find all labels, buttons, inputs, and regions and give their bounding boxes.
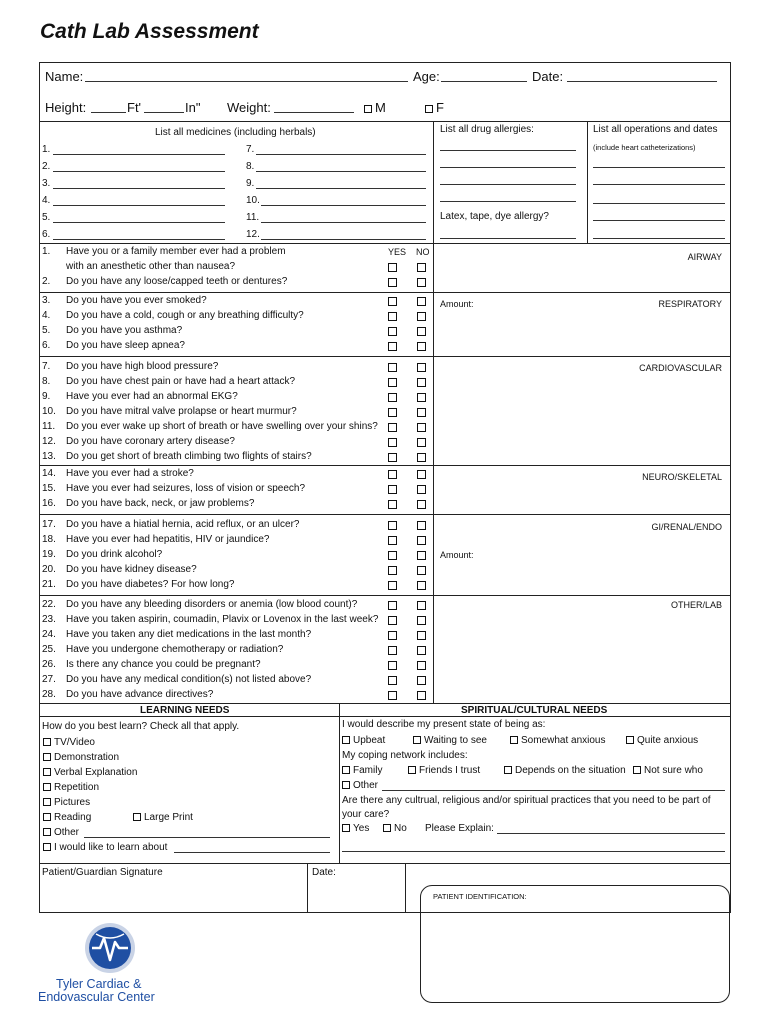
divider <box>39 514 731 515</box>
option-label: Other <box>54 827 80 838</box>
question-text: Do you have a hiatial hernia, acid reflux, or an ulcer? <box>66 519 300 530</box>
practices-yes-option[interactable] <box>342 823 369 835</box>
question-text: Do you have you ever smoked? <box>66 295 207 306</box>
medicine-field[interactable] <box>261 205 426 206</box>
no-checkbox[interactable] <box>417 581 426 590</box>
medicine-number: 11. <box>246 212 260 223</box>
learning-option-reading[interactable] <box>43 812 91 824</box>
no-checkbox[interactable] <box>417 278 426 287</box>
question-text: Do you have any bleeding disorders or anemia (low blood count)? <box>66 599 358 610</box>
no-checkbox[interactable] <box>417 631 426 640</box>
question-number: 5. <box>42 325 51 336</box>
yes-checkbox[interactable] <box>388 393 397 402</box>
yes-checkbox[interactable] <box>388 408 397 417</box>
female-checkbox[interactable] <box>425 105 433 113</box>
option-label: Friends I trust <box>419 765 481 776</box>
question-text: Do you have diabetes? For how long? <box>66 579 235 590</box>
yes-checkbox[interactable] <box>388 521 397 530</box>
height-in-field[interactable] <box>144 112 184 113</box>
no-column-label: NO <box>416 247 430 257</box>
neuro-skeletal-label: NEURO/SKELETAL <box>642 472 722 482</box>
question-text: Do you have high blood pressure? <box>66 361 219 372</box>
yes-column-label: YES <box>388 247 407 257</box>
checkbox[interactable] <box>413 736 421 744</box>
medicine-field[interactable] <box>261 239 426 240</box>
checkbox[interactable] <box>342 736 350 744</box>
question-number: 11. <box>42 421 56 432</box>
question-text: Do you have sleep apnea? <box>66 340 185 351</box>
allergy-field[interactable] <box>440 201 576 202</box>
respiratory-amount-label: Amount: <box>440 299 474 309</box>
divider <box>433 121 434 243</box>
coping-other-field[interactable] <box>382 790 725 791</box>
ft-label: Ft' <box>127 100 142 115</box>
date-field[interactable] <box>567 81 717 82</box>
signature-label: Patient/Guardian Signature <box>42 867 163 878</box>
medicine-number: 6. <box>42 229 51 240</box>
operation-field[interactable] <box>593 203 725 204</box>
signature-date-label: Date: <box>312 867 336 878</box>
checkbox[interactable] <box>510 736 518 744</box>
option-label: Not sure who <box>644 765 703 776</box>
medicine-number: 7. <box>246 144 255 155</box>
height-label: Height: <box>45 100 87 115</box>
question-text: Do you drink alcohol? <box>66 549 163 560</box>
question-number: 2. <box>42 276 51 287</box>
question-number: 9. <box>42 391 51 402</box>
no-checkbox[interactable] <box>417 551 426 560</box>
medicine-number: 4. <box>42 195 51 206</box>
yes-checkbox[interactable] <box>388 327 397 336</box>
height-ft-field[interactable] <box>91 112 126 113</box>
state-option-waiting[interactable] <box>413 735 487 747</box>
question-number: 25. <box>42 644 56 655</box>
checkbox[interactable] <box>408 766 416 774</box>
question-number: 28. <box>42 689 56 700</box>
divider <box>39 292 731 293</box>
in-label: In" <box>185 100 201 115</box>
no-checkbox[interactable] <box>417 297 426 306</box>
question-number: 16. <box>42 498 56 509</box>
gi-amount-label: Amount: <box>440 550 474 560</box>
yes-checkbox[interactable] <box>388 342 397 351</box>
divider <box>433 243 434 703</box>
female-option[interactable] <box>425 100 444 115</box>
question-number: 12. <box>42 436 56 447</box>
coping-option-family[interactable] <box>342 765 382 777</box>
medicine-number: 9. <box>246 178 255 189</box>
question-text: Do you ever wake up short of breath or have swelling over your shins? <box>66 421 378 432</box>
no-checkbox[interactable] <box>417 378 426 387</box>
option-label: Upbeat <box>353 735 386 746</box>
learning-prompt: How do you best learn? Check all that apply. <box>42 721 240 732</box>
divider <box>39 465 731 466</box>
divider <box>39 863 731 864</box>
coping-option-depends[interactable] <box>504 765 626 777</box>
no-checkbox[interactable] <box>417 691 426 700</box>
medicine-field[interactable] <box>256 188 426 189</box>
yes-checkbox[interactable] <box>388 566 397 575</box>
yes-checkbox[interactable] <box>388 676 397 685</box>
divider <box>39 595 731 596</box>
latex-field[interactable] <box>440 238 576 239</box>
form-title: Cath Lab Assessment <box>40 20 259 43</box>
checkbox[interactable] <box>43 813 51 821</box>
checkbox[interactable] <box>43 768 51 776</box>
no-checkbox[interactable] <box>417 263 426 272</box>
state-option-upbeat[interactable] <box>342 735 385 747</box>
coping-prompt: My coping network includes: <box>342 750 468 761</box>
divider <box>39 243 731 244</box>
question-text: Have you ever had seizures, loss of vision or speech? <box>66 483 306 494</box>
divider <box>39 356 731 357</box>
learning-other-field[interactable] <box>84 837 330 838</box>
male-label: M <box>375 100 386 115</box>
checkbox[interactable] <box>383 824 391 832</box>
question-text: Do you have any loose/capped teeth or dentures? <box>66 276 288 287</box>
female-label: F <box>436 100 444 115</box>
learning-option-tv[interactable] <box>43 737 95 749</box>
learning-needs-header: LEARNING NEEDS <box>140 705 230 716</box>
question-number: 17. <box>42 519 56 530</box>
option-label: Other <box>353 780 379 791</box>
yes-checkbox[interactable] <box>388 297 397 306</box>
question-text: Do you have mitral valve prolapse or heart murmur? <box>66 406 297 417</box>
question-number: 13. <box>42 451 56 462</box>
yes-checkbox[interactable] <box>388 616 397 625</box>
option-label: Demonstration <box>54 752 120 763</box>
question-text: Have you ever had a stroke? <box>66 468 194 479</box>
question-number: 22. <box>42 599 56 610</box>
yes-checkbox[interactable] <box>388 278 397 287</box>
divider <box>339 703 340 863</box>
yes-checkbox[interactable] <box>388 363 397 372</box>
yes-checkbox[interactable] <box>388 536 397 545</box>
question-number: 27. <box>42 674 56 685</box>
coping-option-friends[interactable] <box>408 765 480 777</box>
question-text: with an anesthetic other than nausea? <box>66 261 236 272</box>
checkbox[interactable] <box>43 843 51 851</box>
yes-checkbox[interactable] <box>388 601 397 610</box>
yes-checkbox[interactable] <box>388 378 397 387</box>
yes-checkbox[interactable] <box>388 263 397 272</box>
medicine-number: 1. <box>42 144 51 155</box>
operation-field[interactable] <box>593 238 725 239</box>
medicines-header: List all medicines (including herbals) <box>155 127 316 138</box>
no-checkbox[interactable] <box>417 408 426 417</box>
question-text: Do you have advance directives? <box>66 689 214 700</box>
no-checkbox[interactable] <box>417 536 426 545</box>
no-checkbox[interactable] <box>417 566 426 575</box>
medicine-number: 8. <box>246 161 255 172</box>
option-label: Reading <box>54 812 92 823</box>
learning-option-verbal[interactable] <box>43 767 137 779</box>
question-number: 4. <box>42 310 51 321</box>
medicine-field[interactable] <box>256 154 426 155</box>
option-label: Somewhat anxious <box>521 735 606 746</box>
question-number: 14. <box>42 468 56 479</box>
checkbox[interactable] <box>43 828 51 836</box>
checkbox[interactable] <box>342 766 350 774</box>
question-number: 24. <box>42 629 56 640</box>
question-number: 1. <box>42 246 51 257</box>
weight-label: Weight: <box>227 100 271 115</box>
operations-note: (include heart catheterizations) <box>593 143 696 152</box>
option-label: TV/Video <box>54 737 95 748</box>
practices-no-option[interactable] <box>383 823 407 835</box>
yes-checkbox[interactable] <box>388 453 397 462</box>
no-checkbox[interactable] <box>417 342 426 351</box>
checkbox[interactable] <box>43 798 51 806</box>
no-checkbox[interactable] <box>417 646 426 655</box>
question-number: 20. <box>42 564 56 575</box>
question-number: 26. <box>42 659 56 670</box>
operation-field[interactable] <box>593 184 725 185</box>
learning-option-repetition[interactable] <box>43 782 99 794</box>
checkbox[interactable] <box>626 736 634 744</box>
logo-line1: Tyler Cardiac & <box>56 977 142 991</box>
logo-line2: Endovascular Center <box>38 990 155 1004</box>
option-label: I would like to learn about <box>54 842 168 853</box>
respiratory-label: RESPIRATORY <box>658 299 722 309</box>
yes-checkbox[interactable] <box>388 500 397 509</box>
no-checkbox[interactable] <box>417 423 426 432</box>
allergy-field[interactable] <box>440 184 576 185</box>
option-label: Verbal Explanation <box>54 767 138 778</box>
medicine-number: 2. <box>42 161 51 172</box>
no-checkbox[interactable] <box>417 485 426 494</box>
no-checkbox[interactable] <box>417 601 426 610</box>
question-number: 8. <box>42 376 51 387</box>
no-checkbox[interactable] <box>417 312 426 321</box>
yes-checkbox[interactable] <box>388 551 397 560</box>
explain-field-line2[interactable] <box>342 851 725 852</box>
checkbox[interactable] <box>133 813 141 821</box>
divider <box>39 703 731 704</box>
learning-option-large-print[interactable] <box>133 812 193 824</box>
checkbox[interactable] <box>342 824 350 832</box>
yes-checkbox[interactable] <box>388 691 397 700</box>
yes-checkbox[interactable] <box>388 312 397 321</box>
question-text: Do you have kidney disease? <box>66 564 197 575</box>
question-text: Do you have you asthma? <box>66 325 183 336</box>
question-text: Have you taken aspirin, coumadin, Plavix or Lovenox in the last week? <box>66 614 379 625</box>
no-checkbox[interactable] <box>417 453 426 462</box>
gi-renal-endo-label: GI/RENAL/ENDO <box>651 522 722 532</box>
yes-checkbox[interactable] <box>388 470 397 479</box>
checkbox[interactable] <box>504 766 512 774</box>
divider <box>39 121 731 122</box>
question-number: 3. <box>42 295 51 306</box>
question-number: 19. <box>42 549 56 560</box>
no-checkbox[interactable] <box>417 521 426 530</box>
divider <box>307 863 308 913</box>
question-text: Do you have coronary artery disease? <box>66 436 235 447</box>
name-label: Name: <box>45 69 84 84</box>
medicine-field[interactable] <box>53 222 225 223</box>
question-text: Do you get short of breath climbing two flights of stairs? <box>66 451 312 462</box>
question-text: Do you have a cold, cough or any breathing difficulty? <box>66 310 304 321</box>
practices-question-line1: Are there any cultrual, religious and/or spiritual practices that you need to be part of <box>342 795 711 806</box>
coping-option-other[interactable] <box>342 780 378 792</box>
no-checkbox[interactable] <box>417 438 426 447</box>
practices-question-line2: your care? <box>342 809 390 820</box>
patient-identification-label: PATIENT IDENTIFICATION: <box>433 892 527 901</box>
name-field[interactable] <box>85 81 408 82</box>
other-lab-label: OTHER/LAB <box>670 600 722 610</box>
age-label: Age: <box>413 69 440 84</box>
allergy-field[interactable] <box>440 167 576 168</box>
medicine-number: 3. <box>42 178 51 189</box>
learning-option-demonstration[interactable] <box>43 752 119 764</box>
medicine-field[interactable] <box>53 205 225 206</box>
medicine-field[interactable] <box>53 239 225 240</box>
learning-option-like-to-learn[interactable] <box>43 842 167 854</box>
checkbox[interactable] <box>633 766 641 774</box>
yes-checkbox[interactable] <box>388 423 397 432</box>
spiritual-needs-header: SPIRITUAL/CULTURAL NEEDS <box>461 705 608 716</box>
explain-field[interactable] <box>497 833 725 834</box>
no-checkbox[interactable] <box>417 676 426 685</box>
checkbox[interactable] <box>342 781 350 789</box>
option-label: Large Print <box>144 812 193 823</box>
medicine-field[interactable] <box>53 154 225 155</box>
question-text: Have you undergone chemotherapy or radiation? <box>66 644 284 655</box>
no-checkbox[interactable] <box>417 616 426 625</box>
divider <box>405 863 406 913</box>
clinic-logo <box>38 920 188 1010</box>
option-label: Family <box>353 765 383 776</box>
no-checkbox[interactable] <box>417 500 426 509</box>
divider <box>587 121 588 243</box>
state-prompt: I would describe my present state of being as: <box>342 719 546 730</box>
yes-checkbox[interactable] <box>388 661 397 670</box>
coping-option-not-sure[interactable] <box>633 765 703 777</box>
question-text: Have you ever had hepatitis, HIV or jaundice? <box>66 534 270 545</box>
question-number: 15. <box>42 483 56 494</box>
male-option[interactable] <box>364 100 386 115</box>
question-text: Have you taken any diet medications in the last month? <box>66 629 312 640</box>
medicine-number: 12. <box>246 229 260 240</box>
learning-option-other[interactable] <box>43 827 79 839</box>
option-label: Yes <box>353 823 370 834</box>
weight-field[interactable] <box>274 112 354 113</box>
allergy-field[interactable] <box>440 150 576 151</box>
no-checkbox[interactable] <box>417 393 426 402</box>
question-text: Do you have chest pain or have had a heart attack? <box>66 376 296 387</box>
state-option-somewhat-anxious[interactable] <box>510 735 606 747</box>
state-option-quite-anxious[interactable] <box>626 735 698 747</box>
medicine-field[interactable] <box>53 188 225 189</box>
cardiovascular-label: CARDIOVASCULAR <box>639 363 722 373</box>
question-number: 18. <box>42 534 56 545</box>
operation-field[interactable] <box>593 167 725 168</box>
question-text: Have you ever had an abnormal EKG? <box>66 391 238 402</box>
medicine-field[interactable] <box>53 171 225 172</box>
yes-checkbox[interactable] <box>388 646 397 655</box>
operations-header: List all operations and dates <box>593 124 718 135</box>
medicine-number: 10. <box>246 195 260 206</box>
question-text: Have you or a family member ever had a problem <box>66 246 286 257</box>
yes-checkbox[interactable] <box>388 631 397 640</box>
question-number: 7. <box>42 361 51 372</box>
allergies-header: List all drug allergies: <box>440 124 534 135</box>
medicine-field[interactable] <box>261 222 426 223</box>
yes-checkbox[interactable] <box>388 485 397 494</box>
question-text: Is there any chance you could be pregnant? <box>66 659 261 670</box>
like-to-learn-field[interactable] <box>174 852 330 853</box>
yes-checkbox[interactable] <box>388 581 397 590</box>
option-label: Pictures <box>54 797 91 808</box>
question-number: 21. <box>42 579 56 590</box>
option-label: Repetition <box>54 782 100 793</box>
option-label: Waiting to see <box>424 735 487 746</box>
yes-checkbox[interactable] <box>388 438 397 447</box>
question-number: 6. <box>42 340 51 351</box>
option-label: Depends on the situation <box>515 765 626 776</box>
no-checkbox[interactable] <box>417 363 426 372</box>
option-label: Quite anxious <box>637 735 699 746</box>
question-text: Do you have any medical condition(s) not listed above? <box>66 674 312 685</box>
date-label: Date: <box>532 69 564 84</box>
medicine-field[interactable] <box>256 171 426 172</box>
checkbox[interactable] <box>43 753 51 761</box>
explain-label: Please Explain: <box>425 823 494 834</box>
no-checkbox[interactable] <box>417 661 426 670</box>
option-label: No <box>394 823 407 834</box>
checkbox[interactable] <box>43 738 51 746</box>
question-number: 10. <box>42 406 56 417</box>
question-text: Do you have back, neck, or jaw problems? <box>66 498 255 509</box>
airway-label: AIRWAY <box>687 252 722 262</box>
operation-field[interactable] <box>593 220 725 221</box>
checkbox[interactable] <box>43 783 51 791</box>
male-checkbox[interactable] <box>364 105 372 113</box>
medicine-number: 5. <box>42 212 51 223</box>
no-checkbox[interactable] <box>417 470 426 479</box>
learning-option-pictures[interactable] <box>43 797 90 809</box>
no-checkbox[interactable] <box>417 327 426 336</box>
age-field[interactable] <box>441 81 527 82</box>
question-number: 23. <box>42 614 56 625</box>
latex-label: Latex, tape, dye allergy? <box>440 211 549 222</box>
